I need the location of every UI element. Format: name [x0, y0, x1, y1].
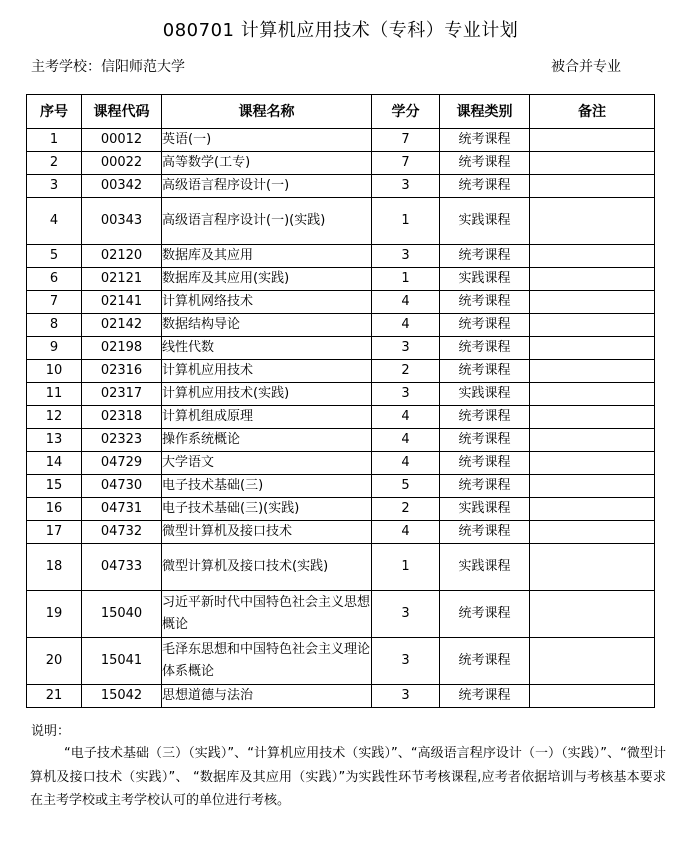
cell-remark	[530, 475, 655, 498]
cell-credits: 3	[372, 337, 440, 360]
cell-course-code: 02316	[82, 360, 162, 383]
cell-course-type: 统考课程	[440, 291, 530, 314]
cell-remark	[530, 406, 655, 429]
cell-course-type: 统考课程	[440, 245, 530, 268]
cell-no: 1	[27, 129, 82, 152]
cell-course-code: 04731	[82, 498, 162, 521]
cell-course-code: 02318	[82, 406, 162, 429]
page-title: 080701 计算机应用技术（专科）专业计划	[162, 20, 519, 41]
cell-credits: 5	[372, 475, 440, 498]
cell-no: 17	[27, 521, 82, 544]
cell-course-name: 大学语文	[162, 452, 372, 475]
cell-remark	[530, 337, 655, 360]
cell-course-name: 思想道德与法治	[162, 685, 372, 708]
cell-no: 15	[27, 475, 82, 498]
cell-course-type: 实践课程	[440, 198, 530, 245]
cell-no: 4	[27, 198, 82, 245]
cell-no: 20	[27, 638, 82, 685]
header-credits: 学分	[372, 95, 440, 129]
table-row	[27, 175, 655, 198]
cell-course-code: 02121	[82, 268, 162, 291]
cell-credits: 1	[372, 544, 440, 591]
cell-remark	[530, 544, 655, 591]
cell-course-type: 实践课程	[440, 544, 530, 591]
cell-course-type: 统考课程	[440, 314, 530, 337]
cell-course-code: 02120	[82, 245, 162, 268]
cell-course-name: 数据结构导论	[162, 314, 372, 337]
cell-credits: 1	[372, 198, 440, 245]
table-row	[27, 498, 655, 521]
cell-remark	[530, 129, 655, 152]
cell-no: 3	[27, 175, 82, 198]
cell-course-type: 统考课程	[440, 129, 530, 152]
cell-course-code: 00012	[82, 129, 162, 152]
cell-course-code: 15040	[82, 591, 162, 638]
cell-no: 2	[27, 152, 82, 175]
cell-course-code: 15042	[82, 685, 162, 708]
cell-course-name: 计算机组成原理	[162, 406, 372, 429]
cell-no: 7	[27, 291, 82, 314]
cell-remark	[530, 521, 655, 544]
cell-credits: 3	[372, 245, 440, 268]
cell-course-type: 统考课程	[440, 360, 530, 383]
cell-course-type: 统考课程	[440, 337, 530, 360]
cell-course-code: 02198	[82, 337, 162, 360]
cell-remark	[530, 498, 655, 521]
cell-course-name: 微型计算机及接口技术	[162, 521, 372, 544]
table-row	[27, 429, 655, 452]
cell-no: 13	[27, 429, 82, 452]
cell-course-type: 统考课程	[440, 429, 530, 452]
cell-course-name: 习近平新时代中国特色社会主义思想概论	[162, 591, 372, 638]
cell-credits: 4	[372, 521, 440, 544]
cell-credits: 1	[372, 268, 440, 291]
cell-credits: 7	[372, 129, 440, 152]
cell-remark	[530, 175, 655, 198]
cell-credits: 3	[372, 383, 440, 406]
cell-course-name: 数据库及其应用	[162, 245, 372, 268]
cell-remark	[530, 291, 655, 314]
cell-course-type: 统考课程	[440, 175, 530, 198]
cell-course-code: 02323	[82, 429, 162, 452]
cell-credits: 7	[372, 152, 440, 175]
table-row	[27, 268, 655, 291]
cell-no: 19	[27, 591, 82, 638]
cell-credits: 2	[372, 498, 440, 521]
header-code: 课程代码	[82, 95, 162, 129]
cell-no: 6	[27, 268, 82, 291]
header-type: 课程类别	[440, 95, 530, 129]
cell-course-name: 电子技术基础(三)(实践)	[162, 498, 372, 521]
header-no: 序号	[27, 95, 82, 129]
cell-course-code: 00022	[82, 152, 162, 175]
cell-credits: 4	[372, 406, 440, 429]
cell-credits: 3	[372, 638, 440, 685]
notes-title: 说明：	[31, 724, 71, 739]
cell-course-name: 高级语言程序设计(一)	[162, 175, 372, 198]
cell-course-code: 00342	[82, 175, 162, 198]
cell-course-code: 04729	[82, 452, 162, 475]
table-row	[27, 406, 655, 429]
cell-remark	[530, 152, 655, 175]
cell-remark	[530, 383, 655, 406]
cell-remark	[530, 360, 655, 383]
cell-credits: 4	[372, 429, 440, 452]
cell-course-code: 04732	[82, 521, 162, 544]
header-name: 课程名称	[162, 95, 372, 129]
cell-remark	[530, 452, 655, 475]
table-row	[27, 360, 655, 383]
cell-course-type: 统考课程	[440, 475, 530, 498]
cell-course-type: 实践课程	[440, 383, 530, 406]
cell-remark	[530, 268, 655, 291]
cell-no: 5	[27, 245, 82, 268]
cell-credits: 2	[372, 360, 440, 383]
table-row	[27, 638, 655, 685]
cell-remark	[530, 198, 655, 245]
merged-major-note: 被合并专业	[551, 59, 621, 75]
table-row	[27, 521, 655, 544]
table-row	[27, 452, 655, 475]
cell-course-name: 操作系统概论	[162, 429, 372, 452]
cell-course-type: 实践课程	[440, 268, 530, 291]
cell-remark	[530, 314, 655, 337]
cell-credits: 4	[372, 291, 440, 314]
cell-course-name: 数据库及其应用(实践)	[162, 268, 372, 291]
table-row	[27, 475, 655, 498]
cell-course-type: 统考课程	[440, 152, 530, 175]
cell-course-name: 高级语言程序设计(一)(实践)	[162, 198, 372, 245]
cell-course-code: 04733	[82, 544, 162, 591]
table-row	[27, 383, 655, 406]
cell-course-name: 高等数学(工专)	[162, 152, 372, 175]
cell-no: 10	[27, 360, 82, 383]
cell-course-name: 计算机应用技术	[162, 360, 372, 383]
cell-credits: 3	[372, 175, 440, 198]
cell-credits: 4	[372, 314, 440, 337]
cell-course-name: 线性代数	[162, 337, 372, 360]
cell-course-code: 02142	[82, 314, 162, 337]
table-row	[27, 152, 655, 175]
cell-remark	[530, 685, 655, 708]
table-row	[27, 685, 655, 708]
cell-credits: 3	[372, 685, 440, 708]
course-plan-table	[26, 94, 655, 708]
cell-course-code: 15041	[82, 638, 162, 685]
host-school: 主考学校：信阳师范大学	[31, 59, 185, 75]
cell-no: 21	[27, 685, 82, 708]
notes-body: “电子技术基础（三）（实践）”、“计算机应用技术（实践）”、“高级语言程序设计（一）（实践）”、“微型计算机及接口技术（实践）”、 “数据库及其应用（实践）”为实践性环节考核课程,应考者依据培训与考核基本要求在主考学校或主考学校认可的单位进行考核。	[30, 746, 666, 808]
cell-course-code: 02317	[82, 383, 162, 406]
cell-course-name: 电子技术基础(三)	[162, 475, 372, 498]
table-row	[27, 129, 655, 152]
table-header-row	[27, 95, 655, 129]
table-row	[27, 314, 655, 337]
cell-remark	[530, 429, 655, 452]
cell-course-type: 统考课程	[440, 452, 530, 475]
cell-course-type: 实践课程	[440, 498, 530, 521]
cell-course-code: 00343	[82, 198, 162, 245]
cell-no: 11	[27, 383, 82, 406]
table-row	[27, 591, 655, 638]
cell-no: 9	[27, 337, 82, 360]
table-row	[27, 544, 655, 591]
cell-course-name: 毛泽东思想和中国特色社会主义理论体系概论	[162, 638, 372, 685]
cell-course-name: 计算机网络技术	[162, 291, 372, 314]
cell-remark	[530, 245, 655, 268]
cell-course-name: 计算机应用技术(实践)	[162, 383, 372, 406]
table-body	[27, 129, 655, 708]
header-remark: 备注	[530, 95, 655, 129]
cell-course-type: 统考课程	[440, 521, 530, 544]
cell-no: 8	[27, 314, 82, 337]
cell-course-name: 英语(一)	[162, 129, 372, 152]
table-row	[27, 198, 655, 245]
table-row	[27, 245, 655, 268]
table-row	[27, 291, 655, 314]
cell-course-type: 统考课程	[440, 591, 530, 638]
cell-credits: 4	[372, 452, 440, 475]
cell-remark	[530, 638, 655, 685]
cell-course-type: 统考课程	[440, 406, 530, 429]
cell-no: 14	[27, 452, 82, 475]
cell-remark	[530, 591, 655, 638]
cell-no: 18	[27, 544, 82, 591]
cell-course-type: 统考课程	[440, 685, 530, 708]
cell-course-type: 统考课程	[440, 638, 530, 685]
cell-course-code: 04730	[82, 475, 162, 498]
cell-course-code: 02141	[82, 291, 162, 314]
table-row	[27, 337, 655, 360]
cell-no: 16	[27, 498, 82, 521]
cell-no: 12	[27, 406, 82, 429]
cell-course-name: 微型计算机及接口技术(实践)	[162, 544, 372, 591]
cell-credits: 3	[372, 591, 440, 638]
